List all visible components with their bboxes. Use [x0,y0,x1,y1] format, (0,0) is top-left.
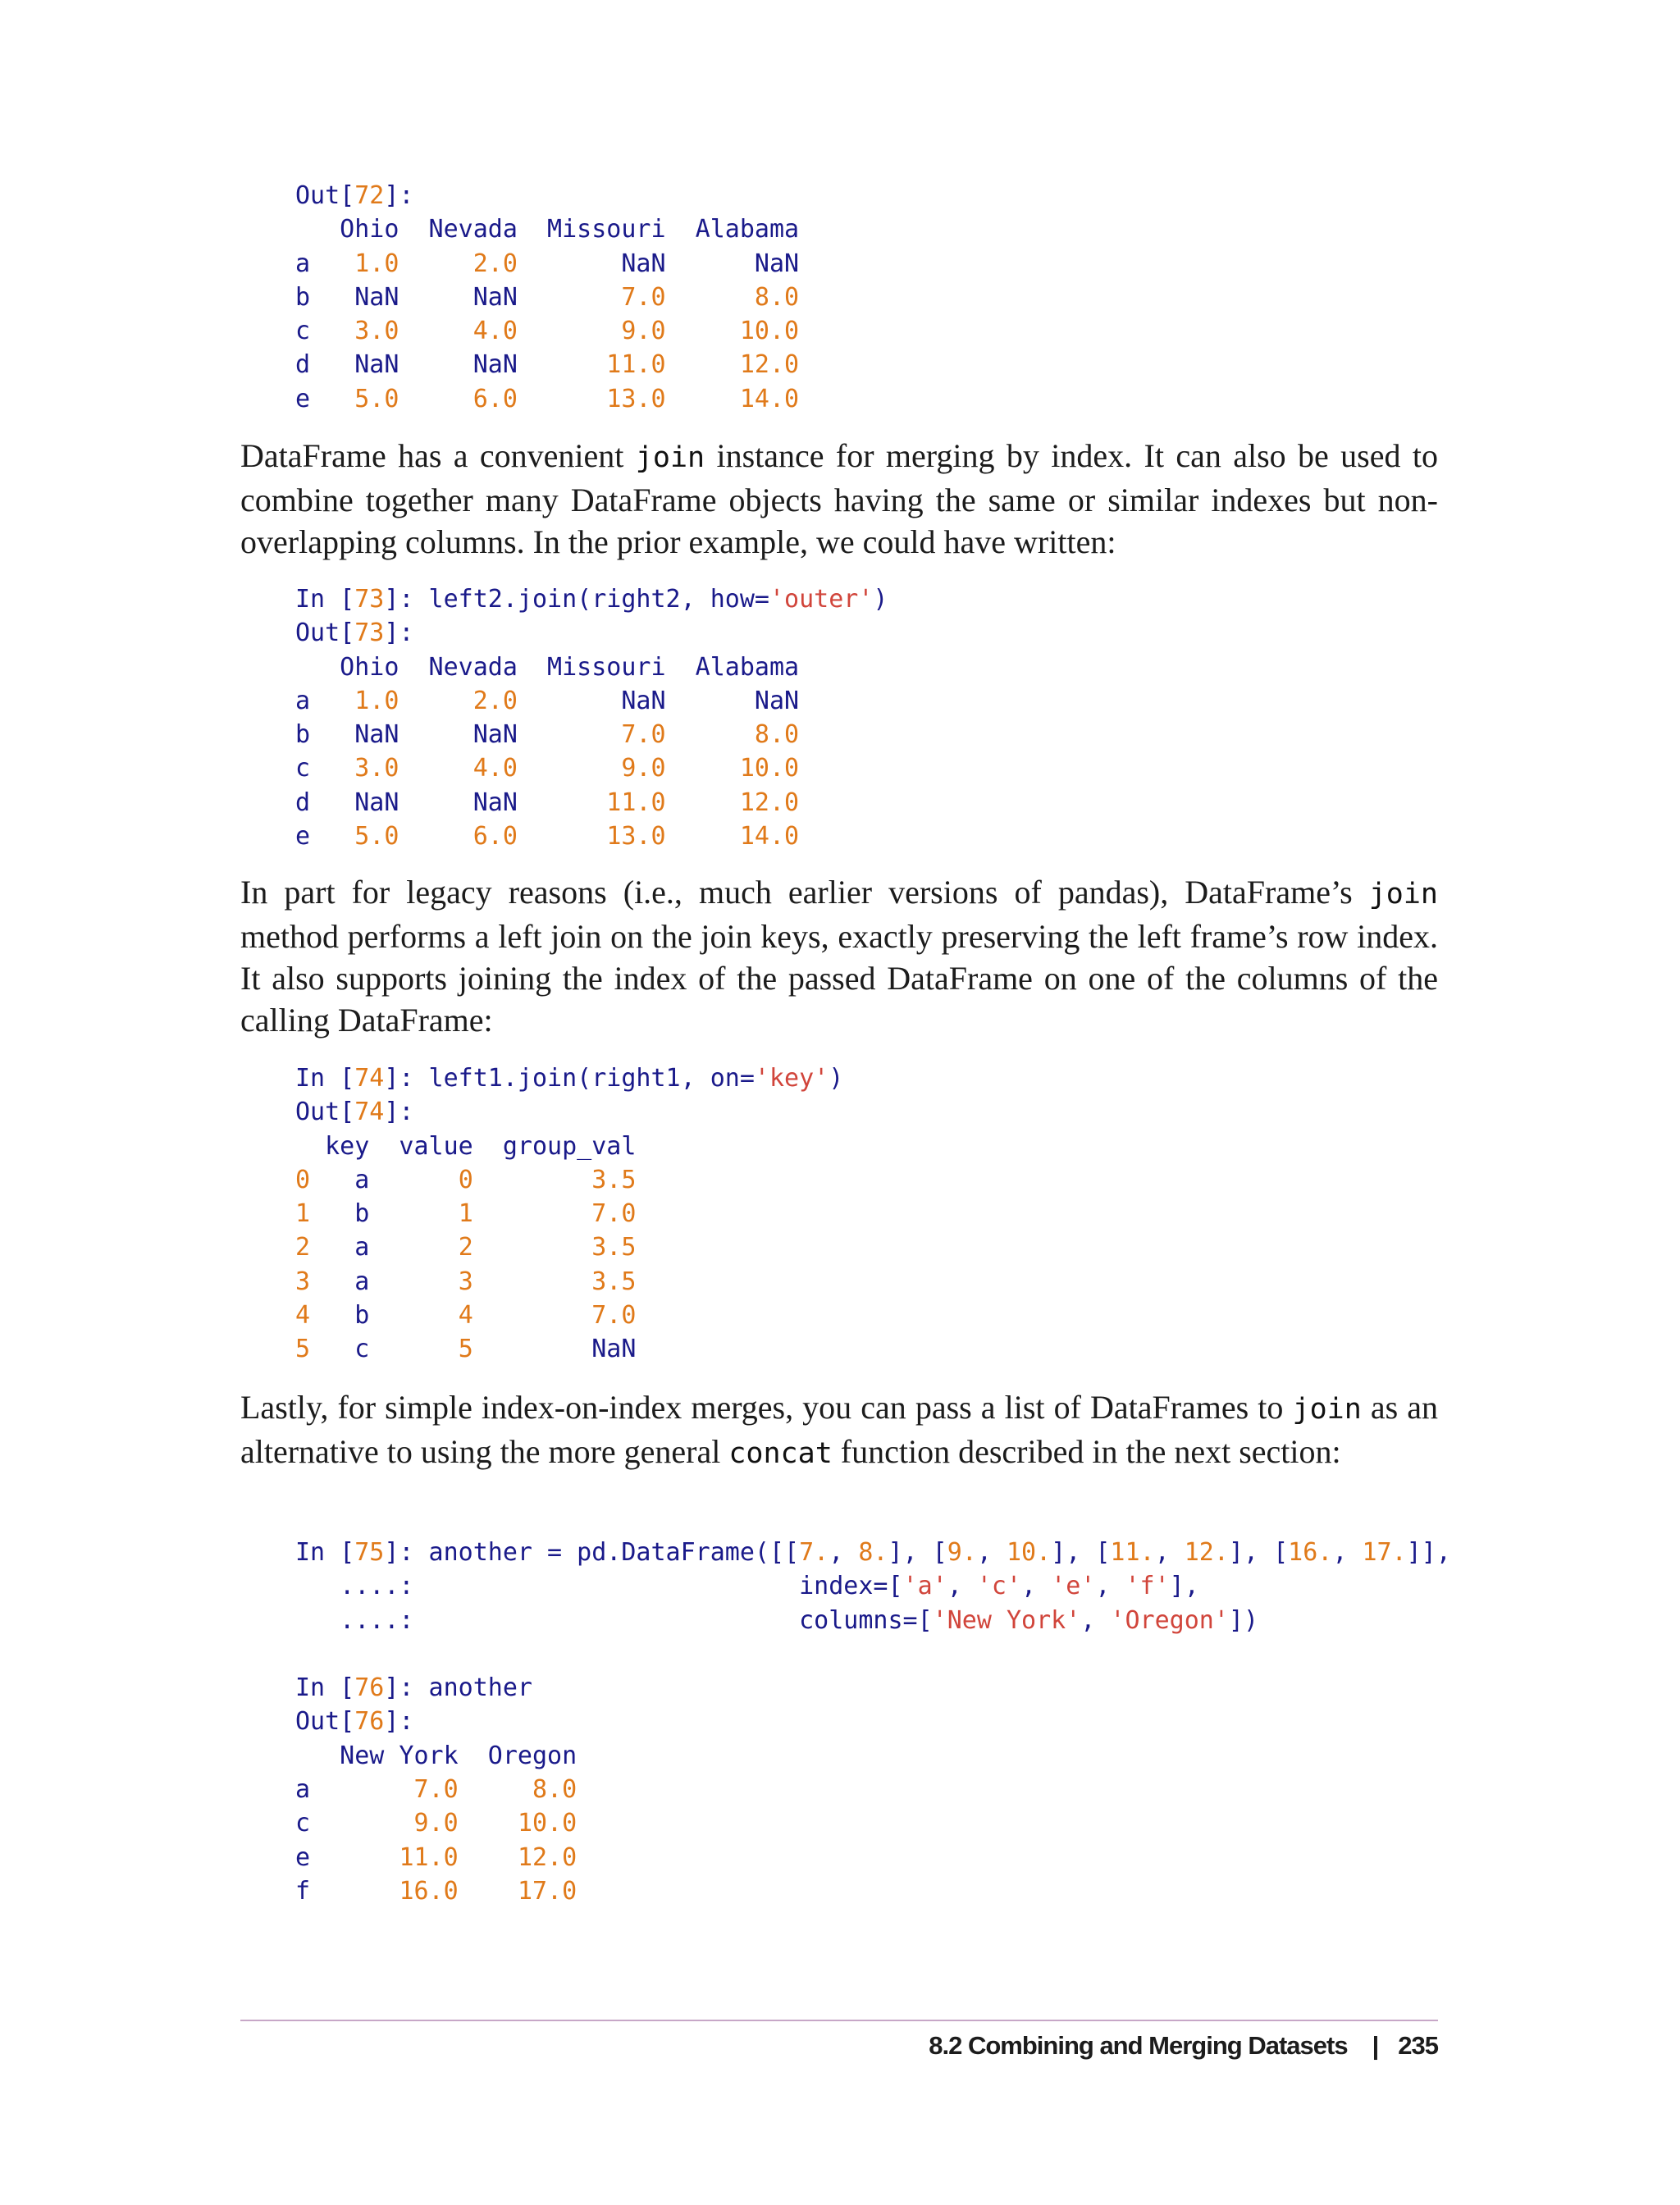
code-number: 8. [858,1538,888,1567]
code-text: Ohio Nevada Missouri Alabama [295,652,800,682]
code-number: 7. [799,1538,829,1567]
code-text: In [ [295,1538,355,1567]
code-string: 'e' [1051,1572,1096,1601]
code-line [295,1536,1451,1569]
code-number: 7.0 [413,1775,459,1805]
prose-text: method performs a left join on the join keys, exactly preserving the left frame’s row index. It also supports joining the index of the passed DataFrame on one of the columns of the calling DataFrame: [240,918,1438,1039]
code-line [295,651,888,684]
code-text [518,385,606,413]
code-text: , [1154,1538,1185,1567]
code-number: 3 [295,1267,311,1296]
code-text: ]: [384,181,414,210]
code-text: ], [1169,1572,1199,1601]
code-text [473,1199,592,1228]
code-text: ], [ [888,1538,947,1567]
code-text [518,822,606,851]
code-text: ], [ [1228,1538,1289,1567]
code-string: 'outer' [769,585,874,614]
code-text [399,754,472,783]
prose-text: instance for merging by index. It can also be used to combine together many DataFrame objects having the same or similar indexes but non-overlapping columns. In the prior example, we could have written: [240,437,1439,560]
code-text: a [310,1233,459,1262]
code-number: 12. [1184,1538,1229,1567]
code-number: 73 [354,585,385,614]
code-text [666,350,740,379]
code-line [295,616,888,650]
code-number: 0 [458,1165,473,1194]
code-string: 'c' [976,1572,1022,1601]
code-number: 4 [458,1301,473,1331]
code-text: e [295,822,355,851]
code-string: 'Oregon' [1110,1605,1229,1635]
code-text: b NaN NaN [295,282,622,312]
code-number: 10.0 [739,317,800,346]
code-number: 12.0 [517,1842,578,1872]
code-number: 4.0 [472,754,518,783]
code-number: 9.0 [413,1809,459,1838]
code-line [295,819,888,853]
code-line [295,382,799,416]
code-string: 'a' [902,1572,947,1601]
code-text: , [947,1572,977,1601]
code-number: 5 [458,1335,473,1364]
code-number: 8.0 [532,1775,578,1805]
code-text: c [295,754,355,783]
code-line [295,1671,1451,1705]
footer-rule [240,2020,1438,2021]
code-line [295,348,799,381]
code-text: b [310,1199,459,1229]
code-number: 3.5 [591,1267,637,1296]
code-line [295,314,799,348]
code-number: 5.0 [354,384,399,413]
code-text: Out[ [295,619,355,648]
code-number: 3.0 [354,317,399,346]
code-number: 13.0 [606,822,666,851]
code-block-in74 [295,1061,843,1367]
code-text: NaN [472,1335,637,1364]
code-line [295,684,888,718]
code-text: ) [873,585,888,614]
code-text: d NaN NaN [295,350,607,380]
code-text: a [310,1165,459,1194]
code-number: 76 [354,1707,385,1737]
code-number: 5.0 [354,822,399,851]
code-text: Out[ [295,181,355,210]
code-line [295,1604,1451,1637]
code-line [295,718,888,751]
code-text [399,687,472,715]
code-line [295,1705,1451,1738]
code-number: 1 [295,1199,311,1229]
code-text: b [310,1301,459,1331]
code-number: 3.5 [591,1165,637,1194]
code-number: 1 [458,1199,473,1229]
code-number: 75 [354,1538,385,1567]
code-text: NaN NaN [517,686,800,715]
code-text: , [1021,1572,1052,1601]
code-text: a [310,1267,459,1296]
code-line [295,1569,1451,1603]
code-line [295,786,888,819]
code-string: 'key' [754,1064,829,1093]
code-text: , [1332,1538,1363,1567]
code-number: 76 [354,1673,385,1703]
inline-code: join [1368,878,1438,911]
code-line [295,1874,1451,1908]
code-number: 9.0 [621,754,666,783]
code-number: 74 [354,1064,385,1093]
code-text: Ohio Nevada Missouri Alabama [295,215,800,244]
code-text: ], [ [1051,1538,1111,1567]
code-number: 12.0 [739,350,800,380]
code-text: ....: columns=[ [295,1605,933,1635]
code-line [295,1197,843,1230]
code-text: ]: left1.join(right1, on= [384,1064,755,1093]
code-line [295,1095,843,1129]
code-number: 3 [458,1267,473,1296]
code-line [295,281,799,314]
code-number: 11.0 [399,1842,459,1872]
code-text: a [295,686,355,715]
code-text: , [1095,1572,1125,1601]
code-number: 10.0 [517,1809,578,1838]
code-block-in75-76 [295,1536,1451,1908]
code-number: 0 [295,1165,311,1194]
code-text: New York Oregon [295,1741,578,1770]
code-line [295,582,888,616]
code-number: 11.0 [606,788,666,817]
code-line [295,1773,1451,1806]
code-line [295,1163,843,1197]
code-text [666,385,740,413]
code-text: f [295,1876,399,1906]
code-text [666,283,755,312]
code-text: ]: [384,1098,414,1127]
code-number: 12.0 [739,788,800,817]
code-text: ]: [384,619,414,648]
code-text: ]: left2.join(right2, how= [384,585,769,614]
prose-text: In part for legacy reasons (i.e., much earlier versions of pandas), DataFrame’s [240,874,1369,911]
code-text [399,385,472,413]
code-text [473,1233,592,1262]
code-line [295,1739,1451,1773]
paragraph-index-on-index [240,1386,1438,1475]
code-number: 7.0 [621,282,666,312]
code-number: 11.0 [606,350,666,380]
code-text: c [295,317,355,346]
code-text [459,1809,518,1838]
code-number: 7.0 [591,1301,637,1331]
code-number: 17. [1362,1538,1407,1567]
code-text: d NaN NaN [295,788,607,817]
code-text: ]], [1406,1538,1451,1567]
code-number: 16.0 [399,1876,459,1906]
code-number: 5 [295,1335,311,1364]
code-block-out72 [295,179,799,416]
code-text [518,317,621,345]
code-number: 7.0 [621,720,666,750]
code-number: 8.0 [754,720,800,750]
code-number: 4 [295,1301,311,1331]
code-number: 2 [295,1233,311,1262]
code-line [295,247,799,281]
code-text: ]: another [384,1673,532,1703]
code-number: 1.0 [354,686,399,715]
paragraph-legacy-reasons [240,871,1438,1041]
code-line [295,179,799,212]
page-number: 235 [1398,2031,1438,2060]
code-text [459,1877,518,1906]
code-text: a [295,249,355,278]
code-number: 4.0 [472,317,518,346]
code-text: ]: [384,1707,414,1737]
code-text [459,1775,532,1804]
inline-code: concat [728,1437,833,1470]
prose-text: as an alternative to using the more general [240,1389,1439,1470]
code-text: Out[ [295,1098,355,1127]
code-number: 2.0 [472,249,518,278]
code-text: ) [829,1064,844,1093]
code-text: e [295,384,355,413]
footer-separator: | [1372,2031,1379,2060]
code-number: 74 [354,1098,385,1127]
code-text: ....: index=[ [295,1572,903,1601]
code-number: 10. [1006,1538,1052,1567]
code-number: 8.0 [754,282,800,312]
code-line [295,1637,1451,1671]
code-number: 3.0 [354,754,399,783]
code-text: ]: another = pd.DataFrame([[ [384,1538,800,1567]
code-text: ]) [1228,1605,1259,1635]
code-text: c [295,1809,414,1838]
code-line [295,1299,843,1332]
inline-code: join [1292,1393,1362,1426]
code-text: In [ [295,585,355,614]
code-line [295,1332,843,1366]
code-number: 14.0 [739,384,800,413]
code-number: 10.0 [739,754,800,783]
code-text [518,754,621,783]
code-number: 3.5 [591,1233,637,1262]
code-text [666,822,740,851]
code-text [666,720,755,749]
code-number: 73 [354,619,385,648]
code-text [473,1166,592,1194]
code-text [399,249,472,278]
code-text: a [295,1775,414,1805]
code-text [666,317,740,345]
code-number: 17.0 [517,1876,578,1906]
paragraph-join-instance [240,435,1438,563]
code-number: 2 [458,1233,473,1262]
code-number: 11. [1110,1538,1155,1567]
code-string: 'New York' [932,1605,1081,1635]
page-footer [929,2031,1438,2061]
code-text: , [976,1538,1007,1567]
code-line [295,1230,843,1264]
code-text [473,1301,592,1330]
code-block-in73 [295,582,888,853]
code-text: key value group_val [295,1131,637,1161]
code-text: NaN NaN [517,249,800,278]
code-text [399,317,472,345]
code-text: e [295,1842,399,1872]
code-number: 6.0 [472,822,518,851]
inline-code: join [635,441,705,474]
code-number: 16. [1288,1538,1333,1567]
code-text: , [829,1538,859,1567]
code-number: 2.0 [472,686,518,715]
code-string: 'f' [1125,1572,1170,1601]
code-number: 6.0 [472,384,518,413]
code-text: c [310,1335,459,1364]
code-text: b NaN NaN [295,720,622,750]
code-number: 7.0 [591,1199,637,1229]
code-line [295,1061,843,1095]
code-line [295,1130,843,1163]
code-line [295,212,799,246]
code-number: 1.0 [354,249,399,278]
code-line [295,1265,843,1299]
prose-text: Lastly, for simple index-on-index merges, you can pass a list of DataFrames to [240,1389,1293,1426]
code-number: 9.0 [621,317,666,346]
code-line [295,1841,1451,1874]
code-text [459,1843,518,1872]
code-text [666,788,740,817]
code-text [399,822,472,851]
code-text [666,754,740,783]
code-line [295,751,888,785]
code-text: Out[ [295,1707,355,1737]
code-text: , [1080,1605,1111,1635]
code-number: 9. [947,1538,977,1567]
footer-section-title: 8.2 Combining and Merging Datasets [929,2031,1348,2060]
code-number: 72 [354,181,385,210]
code-number: 13.0 [606,384,666,413]
code-number: 14.0 [739,822,800,851]
code-text: In [ [295,1673,355,1703]
code-text: In [ [295,1064,355,1093]
prose-text: DataFrame has a convenient [240,437,636,474]
code-text [473,1267,592,1296]
code-line [295,1806,1451,1840]
prose-text: function described in the next section: [832,1433,1341,1470]
